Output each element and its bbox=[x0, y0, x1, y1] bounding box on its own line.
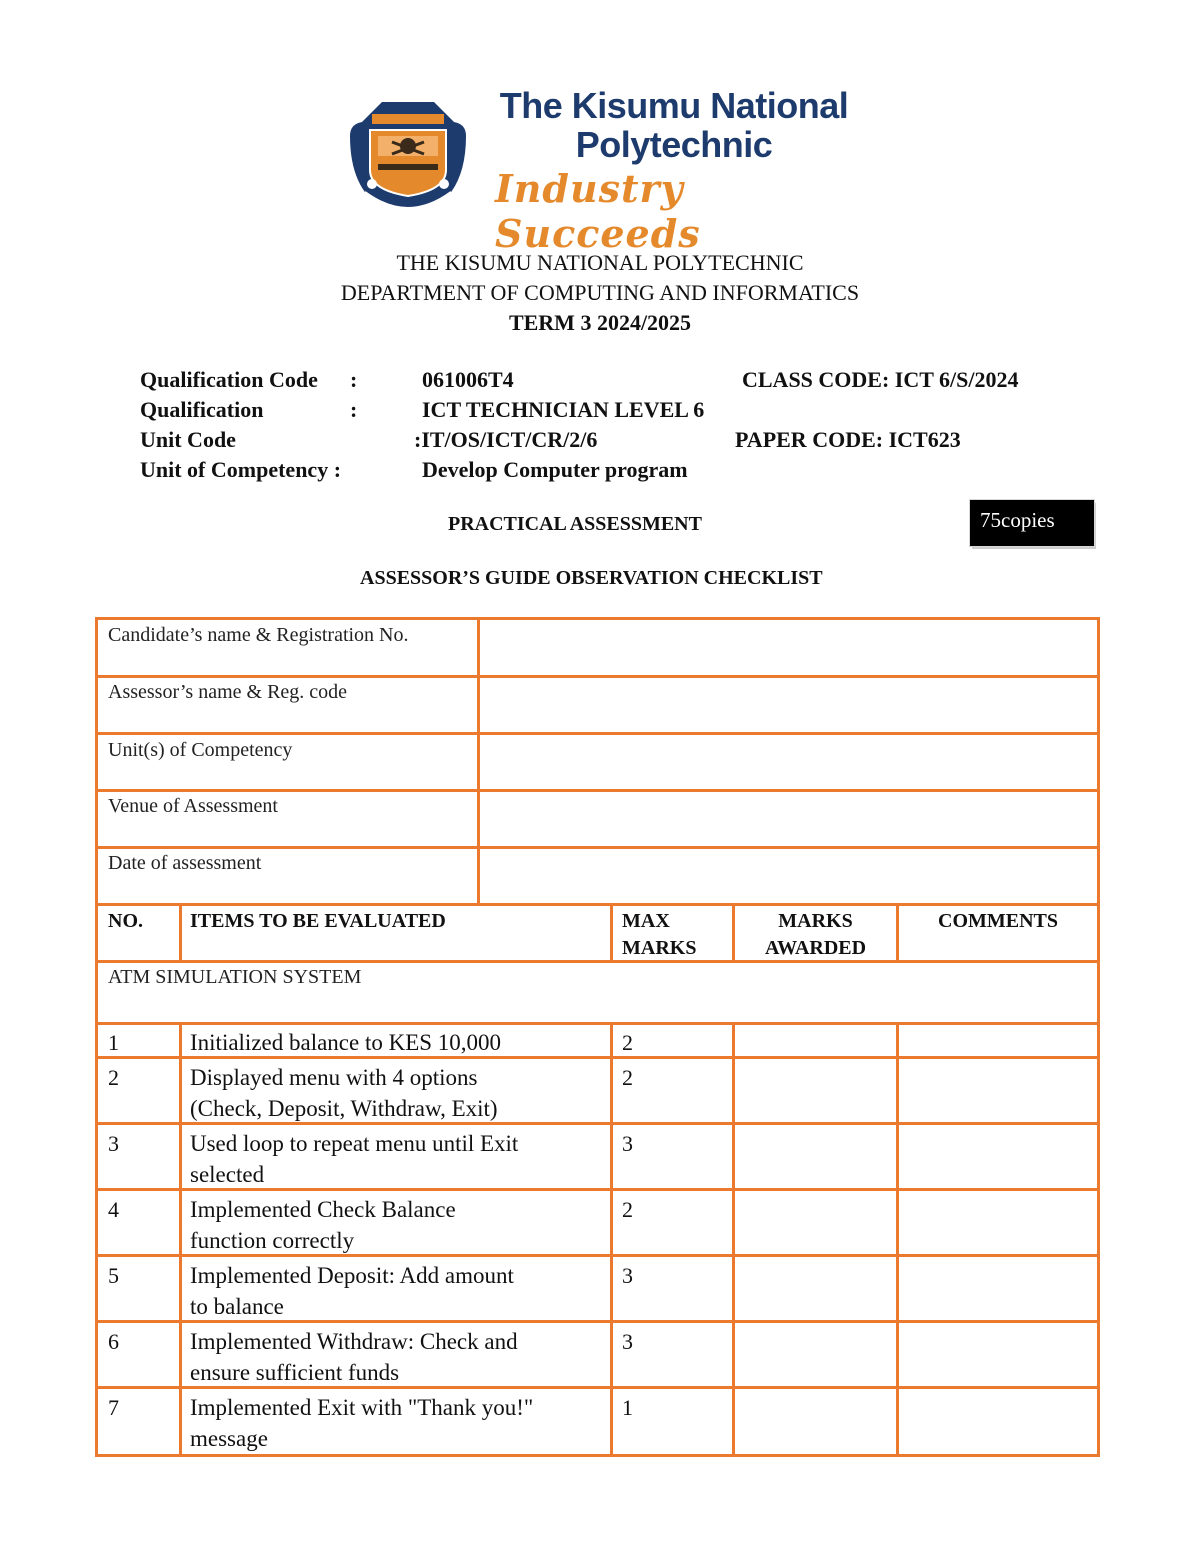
row-number: 1 bbox=[108, 1030, 119, 1055]
row-max-marks: 3 bbox=[622, 1263, 633, 1288]
row-item-line1: Implemented Withdraw: Check and bbox=[190, 1329, 518, 1354]
qualification-code-value: 061006T4 bbox=[422, 367, 514, 392]
header-awarded-line2: AWARDED bbox=[764, 937, 867, 959]
table-divider bbox=[896, 1022, 899, 1457]
logo-name-line1: The Kisumu National bbox=[499, 85, 849, 126]
assessor-field-label: Assessor’s name & Reg. code bbox=[108, 681, 348, 703]
row-max-marks: 3 bbox=[622, 1131, 633, 1156]
candidate-field-label: Candidate’s name & Registration No. bbox=[108, 624, 409, 646]
unit-code-label: Unit Code bbox=[140, 427, 236, 452]
header-max-line1: MAX bbox=[622, 910, 670, 932]
header-comments: COMMENTS bbox=[938, 910, 1058, 932]
header-awarded-line1: MARKS bbox=[778, 910, 853, 932]
qualification-code-separator: : bbox=[350, 367, 358, 392]
header-items: ITEMS TO BE EVALUATED bbox=[190, 910, 446, 932]
table-divider bbox=[179, 1022, 182, 1457]
row-max-marks: 2 bbox=[622, 1030, 633, 1055]
unit-competency-value: Develop Computer program bbox=[422, 457, 688, 482]
term-heading: TERM 3 2024/2025 bbox=[508, 310, 692, 335]
row-item-line1: Implemented Deposit: Add amount bbox=[190, 1263, 514, 1288]
department-heading: DEPARTMENT OF COMPUTING AND INFORMATICS bbox=[340, 280, 860, 305]
header-max-marks bbox=[622, 908, 696, 962]
table-divider bbox=[179, 903, 182, 963]
unit-competency-field-value[interactable] bbox=[482, 737, 1094, 787]
unit-competency-field-label: Unit(s) of Competency bbox=[108, 739, 293, 761]
practical-assessment-title: PRACTICAL ASSESSMENT bbox=[448, 513, 702, 535]
row-max-marks: 3 bbox=[622, 1329, 633, 1354]
row-number: 6 bbox=[108, 1329, 119, 1354]
unit-competency-label: Unit of Competency : bbox=[140, 457, 342, 482]
row-number: 7 bbox=[108, 1395, 119, 1420]
row-item-line2: (Check, Deposit, Withdraw, Exit) bbox=[190, 1096, 498, 1121]
row-item bbox=[190, 1062, 498, 1124]
row-max-marks: 2 bbox=[622, 1197, 633, 1222]
crest-emblem-icon bbox=[342, 84, 474, 224]
row-item bbox=[190, 1260, 514, 1322]
table-rule bbox=[95, 675, 1100, 678]
qualification-label: Qualification bbox=[140, 397, 264, 422]
row-max-marks: 2 bbox=[622, 1065, 633, 1090]
institution-heading: THE KISUMU NATIONAL POLYTECHNIC bbox=[396, 250, 804, 275]
assessor-field-value[interactable] bbox=[482, 680, 1094, 730]
row-item-line2: message bbox=[190, 1426, 268, 1451]
row-item-line2: function correctly bbox=[190, 1228, 355, 1253]
logo-wordmark bbox=[478, 86, 870, 164]
row-number: 3 bbox=[108, 1131, 119, 1156]
row-item-line1: Implemented Check Balance bbox=[190, 1197, 456, 1222]
venue-field-value[interactable] bbox=[482, 794, 1094, 844]
header-max-line2: MARKS bbox=[622, 937, 697, 959]
table-divider bbox=[610, 903, 613, 963]
header-no: NO. bbox=[108, 910, 143, 932]
class-code: CLASS CODE: ICT 6/S/2024 bbox=[742, 367, 1019, 392]
table-divider bbox=[610, 1022, 613, 1457]
table-rule bbox=[95, 789, 1100, 792]
paper-code: PAPER CODE: ICT623 bbox=[735, 427, 961, 452]
row-number: 4 bbox=[108, 1197, 119, 1222]
table-divider bbox=[732, 1022, 735, 1457]
row-item-line2: to balance bbox=[190, 1294, 284, 1319]
candidate-field-value[interactable] bbox=[482, 622, 1094, 674]
table-rule bbox=[95, 846, 1100, 849]
date-field-label: Date of assessment bbox=[108, 852, 262, 874]
qualification-value: ICT TECHNICIAN LEVEL 6 bbox=[422, 397, 705, 422]
row-max-marks: 1 bbox=[622, 1395, 633, 1420]
row-item bbox=[190, 1128, 518, 1190]
table-rule bbox=[95, 903, 1100, 906]
header-marks-awarded bbox=[735, 908, 896, 962]
checklist-title: ASSESSOR’S GUIDE OBSERVATION CHECKLIST bbox=[360, 567, 823, 589]
row-item: Initialized balance to KES 10,000 bbox=[190, 1030, 502, 1055]
table-rule bbox=[95, 960, 1100, 963]
unit-code-value: :IT/OS/ICT/CR/2/6 bbox=[414, 427, 598, 452]
table-rule bbox=[95, 732, 1100, 735]
date-field-value[interactable] bbox=[482, 851, 1094, 901]
section-title: ATM SIMULATION SYSTEM bbox=[108, 966, 362, 988]
row-number: 5 bbox=[108, 1263, 119, 1288]
row-number: 2 bbox=[108, 1065, 119, 1090]
logo-tagline: Industry Succeeds bbox=[495, 166, 701, 256]
row-item-line1: Implemented Exit with "Thank you!" bbox=[190, 1395, 534, 1420]
qualification-separator: : bbox=[350, 397, 358, 422]
table-rule bbox=[95, 1022, 1100, 1025]
row-item bbox=[190, 1392, 533, 1454]
row-item-line1: Displayed menu with 4 options bbox=[190, 1065, 478, 1090]
row-item-line2: ensure sufficient funds bbox=[190, 1360, 400, 1385]
table-divider bbox=[477, 617, 480, 905]
qualification-code-label: Qualification Code bbox=[140, 367, 318, 392]
row-item-line1: Used loop to repeat menu until Exit bbox=[190, 1131, 519, 1156]
row-item bbox=[190, 1326, 518, 1388]
venue-field-label: Venue of Assessment bbox=[108, 795, 278, 817]
row-item bbox=[190, 1194, 456, 1256]
row-item-line2: selected bbox=[190, 1162, 265, 1187]
institution-logo bbox=[340, 80, 870, 256]
logo-name-line2: Polytechnic bbox=[575, 124, 773, 165]
copies-badge: 75copies bbox=[970, 500, 1094, 546]
